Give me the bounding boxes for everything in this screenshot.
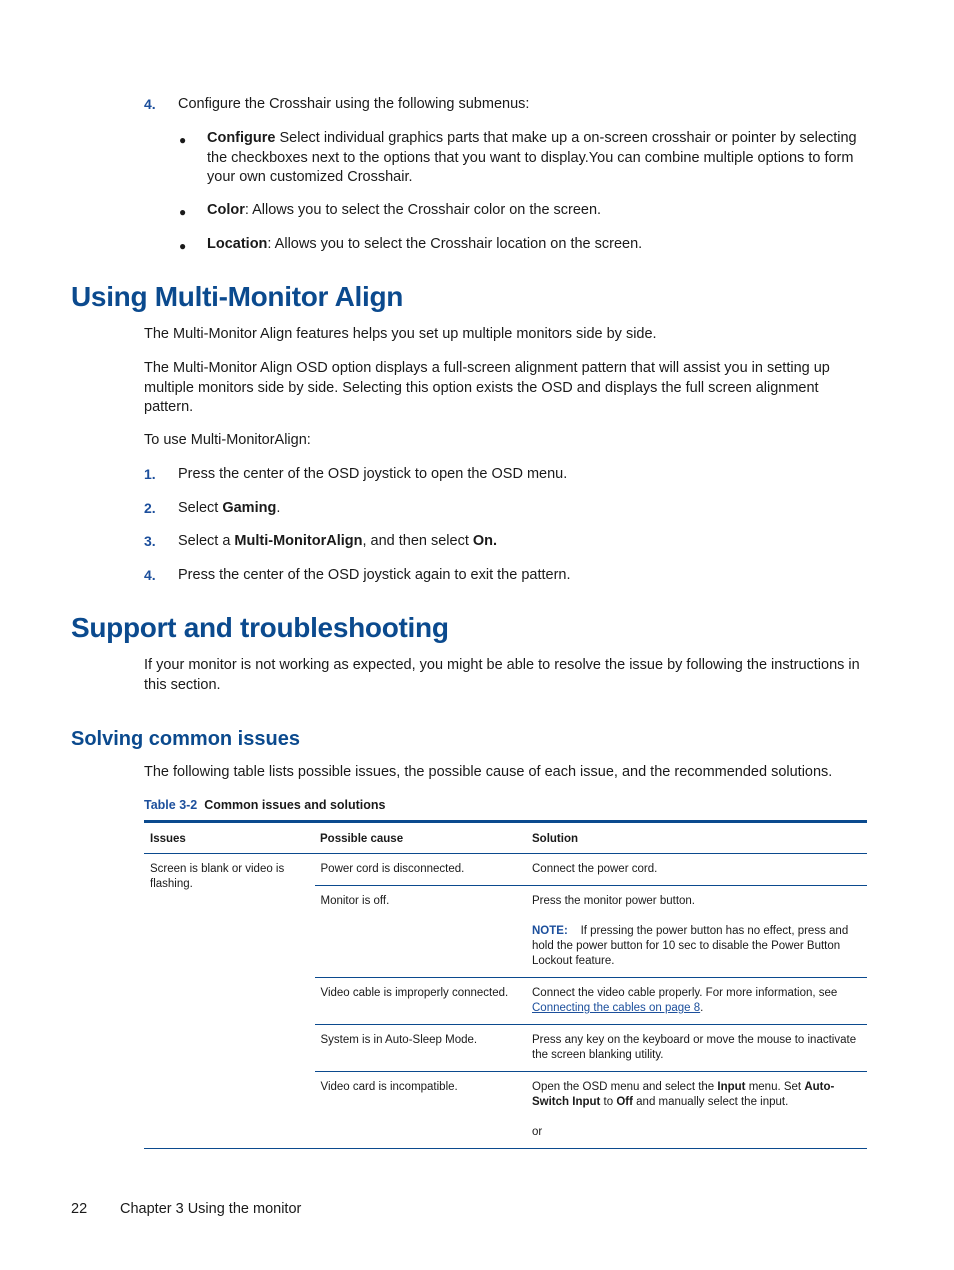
- bullet-item-configure: [207, 129, 871, 188]
- issues-table: [144, 820, 867, 1149]
- paragraph: The Multi-Monitor Align features helps you set up multiple monitors side by side.: [144, 326, 657, 342]
- connecting-cables-link[interactable]: Connecting the cables on page 8: [532, 1002, 701, 1014]
- step-number: 4.: [144, 96, 156, 112]
- cause-cell: Power cord is disconnected.: [314, 854, 526, 886]
- bullet-item-color: [207, 201, 871, 221]
- table-header-row: [144, 822, 867, 854]
- cause-cell: System is in Auto-Sleep Mode.: [314, 1025, 526, 1072]
- solution-cell: Open the OSD menu and select the Input menu. Set Auto-Switch Input to Off and manually select the input. or: [526, 1072, 867, 1149]
- column-header: Possible cause: [314, 822, 526, 854]
- paragraph: The Multi-Monitor Align OSD option displays a full-screen alignment pattern that will assist you in setting up multiple monitors side by side. Selecting this option exists the OSD and displays the full screen alignment pattern.: [144, 360, 830, 415]
- page-number: 22: [71, 1201, 88, 1217]
- column-header: Issues: [144, 822, 314, 854]
- column-header: Solution: [526, 822, 867, 854]
- section-heading-multi-monitor: Using Multi-Monitor Align: [71, 281, 404, 312]
- table-caption: Table 3-2 Common issues and solutions: [144, 798, 386, 812]
- bullet-desc: : Allows you to select the Crosshair color on the screen.: [244, 202, 602, 218]
- step-number: 4.: [144, 567, 156, 583]
- bullet-icon: ●: [179, 205, 187, 219]
- step-text: Press the center of the OSD joystick again to exit the pattern.: [178, 567, 571, 583]
- issue-cell: Screen is blank or video is flashing.: [144, 854, 314, 1149]
- bullet-desc: : Allows you to select the Crosshair location on the screen.: [267, 236, 643, 252]
- section-heading-support: Support and troubleshooting: [71, 612, 449, 643]
- bullet-term: Color: [207, 202, 245, 218]
- subsection-heading-solving: Solving common issues: [71, 728, 300, 750]
- step-number: 1.: [144, 466, 156, 482]
- cause-cell: Video card is incompatible.: [314, 1072, 526, 1149]
- solution-cell: Press any key on the keyboard or move the mouse to inactivate the screen blanking utility.: [526, 1025, 867, 1072]
- bullet-desc: Select individual graphics parts that make up a on-screen crosshair or pointer by selecting the checkboxes next to the options that you want to display.You can combine multiple options to form your own customized Crosshair.: [207, 130, 857, 185]
- solution-cell: Connect the video cable properly. For more information, see Connecting the cables on page 8.: [526, 978, 867, 1025]
- paragraph: The following table lists possible issues, the possible cause of each issue, and the recommended solutions.: [144, 764, 833, 780]
- bullet-item-location: [207, 235, 871, 255]
- paragraph: To use Multi-MonitorAlign:: [144, 432, 311, 448]
- step-text: Select a Multi-MonitorAlign, and then select On.: [178, 533, 498, 549]
- step-number: 2.: [144, 500, 156, 516]
- solution-cell: Connect the power cord.: [526, 854, 867, 886]
- step-text: Configure the Crosshair using the following submenus:: [178, 96, 530, 112]
- chapter-footer: Chapter 3 Using the monitor: [120, 1201, 302, 1217]
- bullet-icon: ●: [179, 239, 187, 253]
- table-row: [144, 854, 867, 886]
- cause-cell: Video cable is improperly connected.: [314, 978, 526, 1025]
- cause-cell: Monitor is off.: [314, 886, 526, 978]
- solution-cell: Press the monitor power button. NOTE: If pressing the power button has no effect, press and hold the power button for 10 sec to disable the Power Button Lockout feature.: [526, 886, 867, 978]
- step-text: Press the center of the OSD joystick to open the OSD menu.: [178, 466, 568, 482]
- paragraph: If your monitor is not working as expected, you might be able to resolve the issue by following the instructions in this section.: [144, 657, 860, 693]
- note: NOTE: If pressing the power button has no effect, press and hold the power button for 10 sec to disable the Power Button Lockout feature.: [532, 925, 849, 967]
- bullet-icon: ●: [179, 133, 187, 147]
- step-text: Select Gaming.: [178, 500, 281, 516]
- step-number: 3.: [144, 533, 156, 549]
- bullet-term: Configure: [207, 130, 276, 146]
- bullet-term: Location: [207, 236, 268, 252]
